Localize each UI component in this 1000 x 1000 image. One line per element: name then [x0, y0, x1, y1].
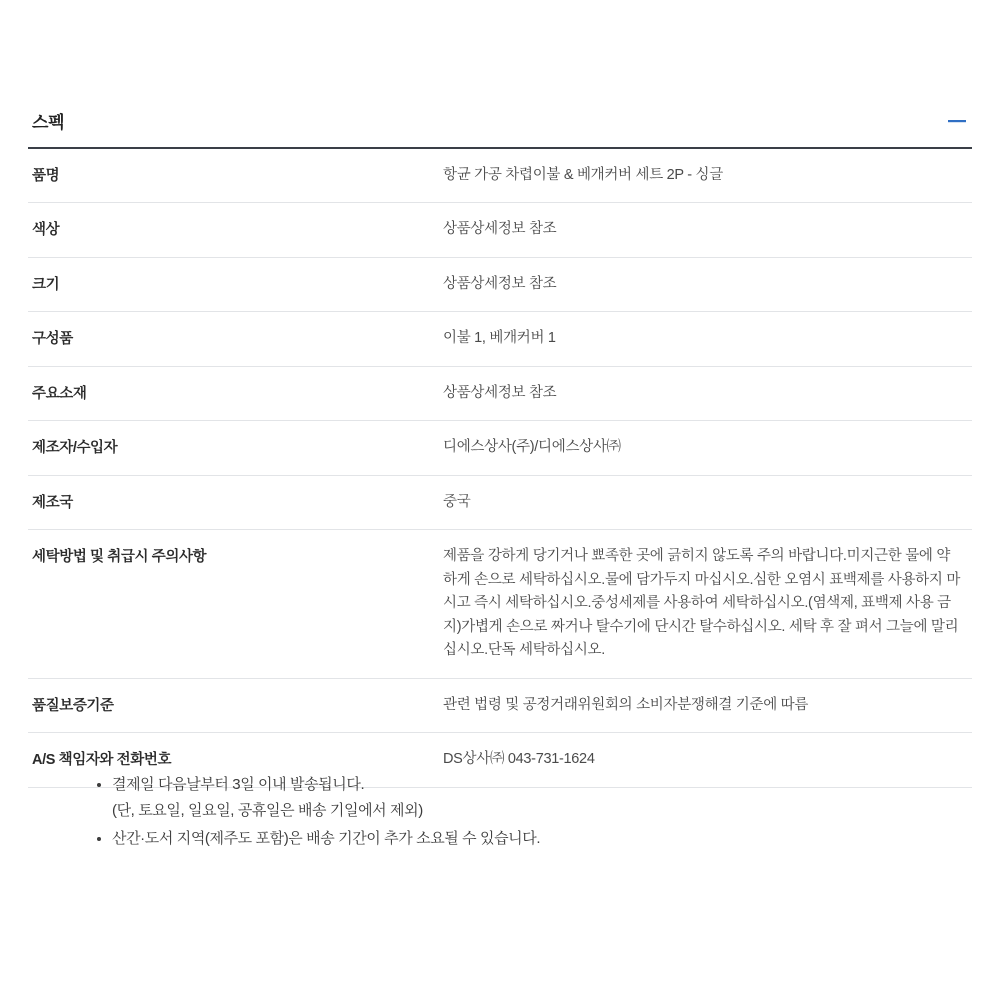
list-item	[112, 826, 970, 852]
spec-value: 상품상세정보 참조	[443, 221, 557, 238]
spec-label: 품질보증기준	[32, 697, 114, 714]
table-row	[28, 678, 972, 732]
spec-label: 주요소재	[32, 385, 87, 402]
table-row	[28, 257, 972, 311]
table-row	[28, 475, 972, 529]
spec-value: 관련 법령 및 공정거래위원회의 소비자분쟁해결 기준에 따름	[443, 696, 809, 713]
spec-value: 항균 가공 차렵이불 & 베개커버 세트 2P - 싱글	[443, 167, 723, 183]
table-row	[28, 203, 972, 257]
spec-section-header	[28, 108, 972, 149]
spec-value: 디에스상사(주)/디에스상사㈜	[443, 439, 621, 456]
minus-icon[interactable]	[946, 110, 968, 132]
spec-label: 제조국	[32, 494, 73, 511]
spec-value: 상품상세정보 참조	[443, 275, 557, 292]
spec-label: 구성품	[32, 331, 73, 348]
spec-section	[28, 108, 972, 788]
spec-value: DS상사㈜ 043-731-1624	[443, 751, 595, 768]
spec-label: 크기	[32, 276, 60, 293]
spec-value: 상품상세정보 참조	[443, 384, 557, 401]
table-row	[28, 421, 972, 475]
spec-label: 세탁방법 및 취급시 주의사항	[32, 549, 207, 566]
notice-subtext: (단, 토요일, 일요일, 공휴일은 배송 기일에서 제외)	[112, 801, 423, 819]
list-item	[112, 772, 970, 824]
spec-value: 이불 1, 베개커버 1	[443, 330, 556, 347]
table-row	[28, 149, 972, 203]
spec-value: 중국	[443, 493, 471, 510]
delivery-notice	[90, 772, 970, 853]
spec-label: 색상	[32, 222, 60, 239]
spec-label: 품명	[32, 168, 60, 184]
table-row	[28, 312, 972, 366]
notice-text: 결제일 다음날부터 3일 이내 발송됩니다.	[112, 776, 365, 793]
table-row	[28, 366, 972, 420]
spec-value: 제품을 강하게 당기거나 뾰족한 곳에 긁히지 않도록 주의 바랍니다.미지근한 물에 약하게 손으로 세탁하십시오.물에 담가두지 마십시오.심한 오염시 표백제를 사용하지 마시고 즉시 세탁하십시오.중성세제를 사용하여 세탁하십시오.(염색제, 표백제 사용 금지)가볍게 손으로 짜거나 탈수기에 단시간 탈수하십시오. 세탁 후 잘 펴서 그늘에 말리십시오.단독 세탁하십시오.	[443, 548, 961, 659]
notice-text: 산간·도서 지역(제주도 포함)은 배송 기간이 추가 소요될 수 있습니다.	[112, 829, 541, 847]
page-title: 스펙	[32, 113, 65, 132]
spec-label: 제조자/수입자	[32, 440, 118, 457]
spec-label: A/S 책임자와 전화번호	[32, 752, 172, 769]
table-row	[28, 530, 972, 678]
spec-table	[28, 149, 972, 788]
